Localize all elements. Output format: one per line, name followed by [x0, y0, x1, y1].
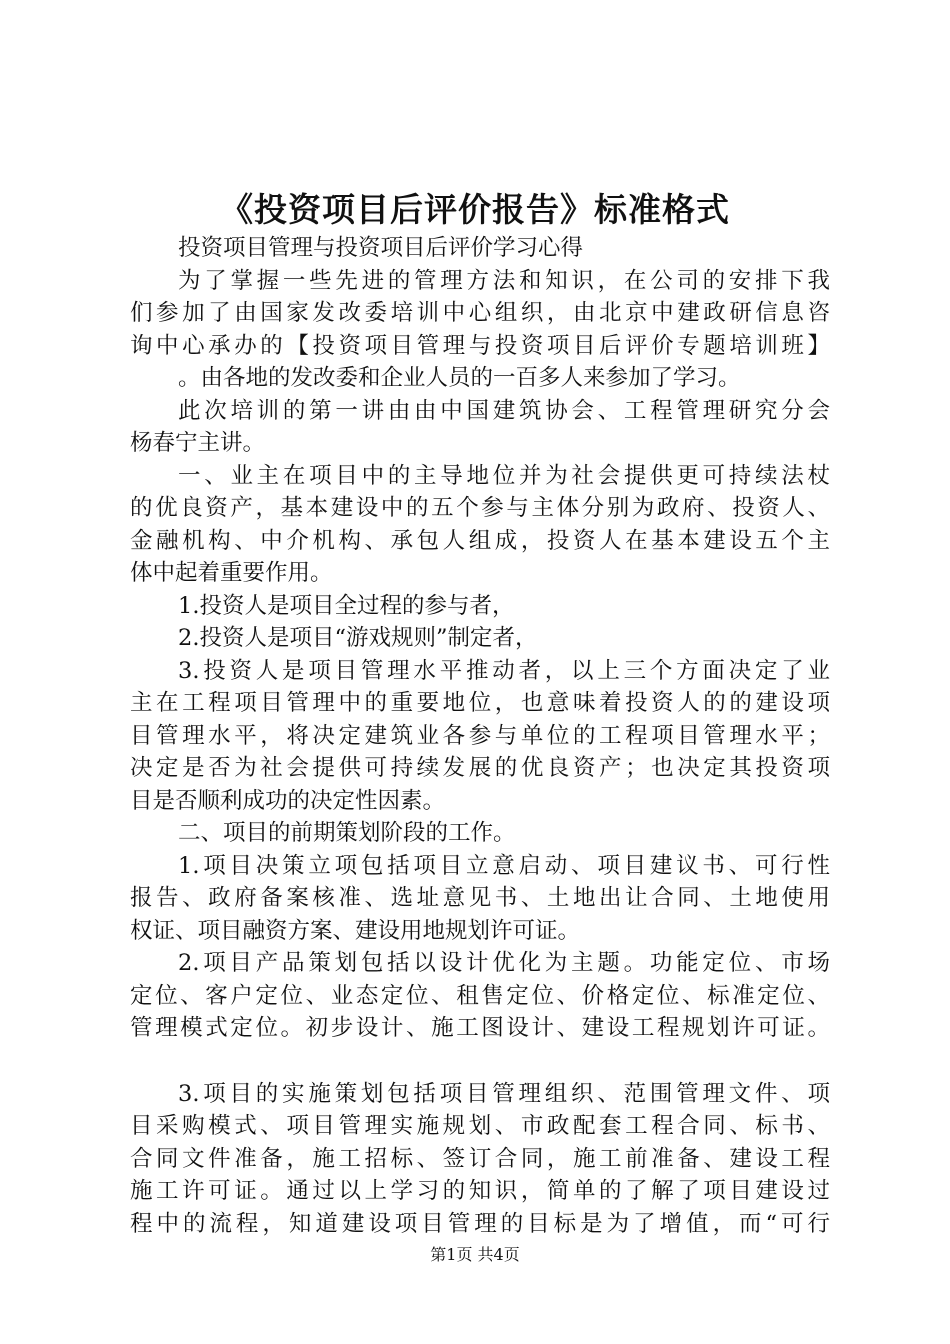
text-line: 程中的流程，知道建设项目管理的目标是为了增值，而“可行	[130, 1210, 830, 1237]
page-footer: 第1页 共4页	[430, 1245, 520, 1264]
blank-line	[130, 1045, 830, 1078]
text-line: 。由各地的发改委和企业人员的一百多人来参加了学习。	[178, 365, 741, 391]
text-line: 体中起着重要作用。	[130, 560, 333, 586]
text-line: 3.投资人是项目管理水平推动者，以上三个方面决定了业	[178, 657, 830, 684]
text-line: 杨春宁主讲。	[130, 430, 266, 456]
text-line: 定位、客户定位、业态定位、租售定位、价格定位、标准定位、	[130, 982, 830, 1009]
text-line: 目管理水平，将决定建筑业各参与单位的工程项目管理水平；	[130, 722, 830, 749]
document-title: 《投资项目后评价报告》标准格式	[220, 190, 730, 229]
text-line: 金融机构、中介机构、承包人组成，投资人在基本建设五个主	[130, 527, 830, 554]
text-line: 目是否顺利成功的决定性因素。	[130, 787, 446, 814]
text-line: 1.项目决策立项包括项目立意启动、项目建议书、可行性	[178, 852, 830, 879]
text-line: 报告、政府备案核准、选址意见书、土地出让合同、土地使用	[130, 885, 830, 911]
text-line: 为了掌握一些先进的管理方法和知识，在公司的安排下我	[178, 267, 830, 294]
text-line: 施工许可证。通过以上学习的知识，简单的了解了项目建设过	[130, 1178, 830, 1204]
text-line: 管理模式定位。初步设计、施工图设计、建设工程规划许可证。	[130, 1015, 830, 1041]
text-line: 询中心承办的【投资项目管理与投资项目后评价专题培训班】	[130, 332, 830, 359]
text-line: 一、业主在项目中的主导地位并为社会提供更可持续法杖	[178, 462, 830, 489]
text-line: 1.投资人是项目全过程的参与者，	[178, 592, 515, 619]
text-line: 的优良资产，基本建设中的五个参与主体分别为政府、投资人、	[130, 495, 830, 521]
text-line: 目采购模式、项目管理实施规划、市政配套工程合同、标书、	[130, 1113, 830, 1139]
text-line: 2.项目产品策划包括以设计优化为主题。功能定位、市场	[178, 950, 830, 976]
text-line: 此次培训的第一讲由由中国建筑协会、工程管理研究分会	[178, 397, 830, 424]
text-line: 权证、项目融资方案、建设用地规划许可证。	[130, 917, 581, 944]
text-line: 们参加了由国家发改委培训中心组织，由北京中建政研信息咨	[130, 300, 830, 326]
text-line: 合同文件准备，施工招标、签订合同，施工前准备、建设工程	[130, 1145, 830, 1172]
text-line: 主在工程项目管理中的重要地位，也意味着投资人的的建设项	[130, 690, 830, 716]
text-line: 决定是否为社会提供可持续发展的优良资产；也决定其投资项	[130, 755, 830, 781]
text-line: 二、项目的前期策划阶段的工作。	[178, 820, 516, 846]
document-body	[130, 232, 830, 1240]
text-line: 投资项目管理与投资项目后评价学习心得	[178, 235, 584, 261]
text-line: 3.项目的实施策划包括项目管理组织、范围管理文件、项	[178, 1080, 830, 1107]
text-line: 2.投资人是项目“游戏规则”制定者，	[178, 625, 538, 651]
